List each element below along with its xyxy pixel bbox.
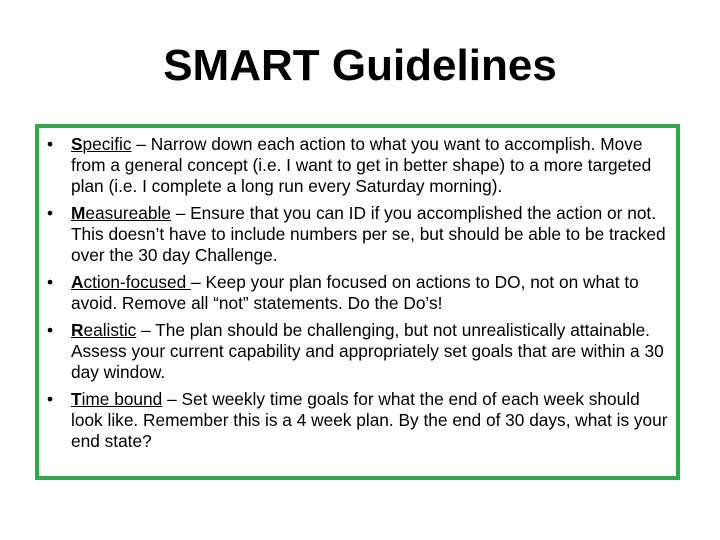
- term-realistic: [71, 320, 136, 340]
- bullet-icon: •: [46, 389, 54, 409]
- list-item-measureable: [39, 203, 676, 266]
- content-box: [35, 124, 680, 480]
- slide-title: SMART Guidelines: [163, 41, 557, 90]
- term-time-bound: [71, 389, 162, 409]
- term-specific: [71, 134, 132, 154]
- term-initial: S: [71, 134, 83, 154]
- term-rest: easureable: [85, 203, 171, 223]
- term-rest: ealistic: [83, 320, 137, 340]
- item-description: – Ensure that you can ID if you accomplished the action or not. This doesn’t have to include numbers per se, but should be able to be tracked over the 30 day Challenge.: [71, 203, 666, 265]
- term-measureable: [71, 203, 171, 223]
- list-item-time-bound: [39, 389, 676, 452]
- item-description: – The plan should be challenging, but not unrealistically attainable. Assess your current capability and appropriately set goals that are within a 30 day window.: [71, 320, 664, 382]
- term-initial: M: [71, 203, 86, 223]
- term-initial: R: [71, 320, 84, 340]
- item-description: – Narrow down each action to what you want to accomplish. Move from a general concept (i.e. I want to get in better shape) to a more targeted plan (i.e. I complete a long run every Saturday morning).: [71, 134, 652, 196]
- bullet-icon: •: [46, 272, 54, 292]
- list-item-action-focused: [39, 272, 676, 314]
- bullet-list: [39, 134, 676, 458]
- bullet-icon: •: [46, 203, 54, 223]
- list-item-realistic: [39, 320, 676, 383]
- bullet-icon: •: [46, 134, 54, 154]
- list-item-specific: [39, 134, 676, 197]
- term-rest: ime bound: [81, 389, 163, 409]
- bullet-icon: •: [46, 320, 54, 340]
- term-rest: ction-focused: [83, 272, 192, 292]
- term-initial: T: [71, 389, 82, 409]
- term-rest: pecific: [82, 134, 132, 154]
- item-description: – Keep your plan focused on actions to DO, not on what to avoid. Remove all “not” statements. Do the Do’s!: [71, 272, 639, 313]
- item-description: – Set weekly time goals for what the end of each week should look like. Remember this is a 4 week plan. By the end of 30 days, what is your end state?: [71, 389, 668, 451]
- term-initial: A: [71, 272, 84, 292]
- term-action-focused: [71, 272, 191, 292]
